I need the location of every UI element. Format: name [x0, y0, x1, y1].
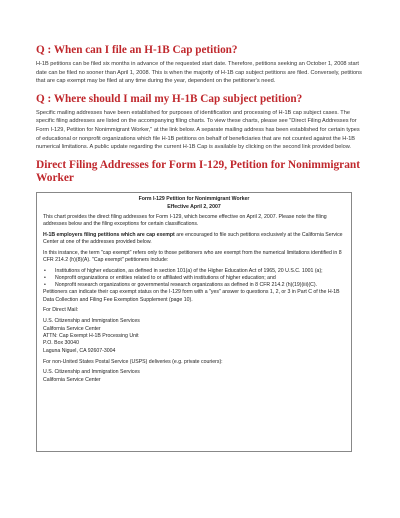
address-line: U.S. Citizenship and Immigration Services [43, 369, 140, 376]
cap-exempt-rest: are encouraged to file such petitions exclusively at the California Service Center at one of the addresses provided below. [43, 232, 343, 246]
list-item: • Institutions of higher education, as defined in section 101(a) of the Higher Education Act of 1965, 20 U.S.C. 1001 (a); [44, 267, 323, 274]
address-line: California Service Center [43, 325, 101, 332]
cap-exempt-indication: Petitioners can indicate their cap exempt status on the I-129 form with a "yes" answer to questions 1, 2, or 3 in Part C of the H-1B Data Collection and Filing Fee Exemption Supplement (page 10). [43, 289, 340, 303]
document-page [36, 44, 364, 452]
list-item: • Nonprofit organizations or entities related to or affiliated with institutions of higher education; and [44, 275, 276, 282]
address-line: ATTN: Cap Exempt H-1B Processing Unit [43, 332, 139, 339]
filing-address-chart [36, 192, 352, 452]
address-line: California Service Center [43, 376, 101, 383]
cap-exempt-list [43, 268, 345, 290]
section-title: Direct Filing Addresses for Form I-129, Petition for Nonimmigrant Worker [36, 158, 361, 185]
bullet-icon: • [44, 282, 46, 289]
bullet-icon: • [44, 275, 46, 282]
cap-exempt-definition: In this instance, the term "cap exempt" refers only to those petitioners who are exempt from the numerical limitations identified in 8 CFR 214.2 (h)(8)(A). "Cap exempt" petitioners include: [43, 249, 342, 264]
cap-exempt-bold: H-1B employers filing petitions which are cap exempt [43, 232, 175, 239]
list-item: • Nonprofit research organizations or governmental research organizations as defined in 8 CFR 214.2 (h)(19)(iii)(C). [44, 282, 318, 289]
direct-mail-label: For Direct Mail: [43, 307, 79, 314]
bullet-icon: • [44, 267, 46, 274]
question-1-heading: Q : When can I file an H-1B Cap petition? [36, 44, 238, 56]
chart-title: Form I-129 Petition for Nonimmigrant Worker [138, 195, 250, 202]
cap-exempt-paragraph [43, 232, 345, 246]
question-2-answer: Specific mailing addresses have been established for purposes of identification and processing of H-1B cap subject cases. The specific filing addresses are listed on the accompanying filing charts. To view these charts, please see "Direct Filing Addresses for Form I-129, Petition for Nonimmigrant Worker," at the link below. A separate mailing address has been established for certain types of educational or nonprofit organizations which file H-1B petitions on behalf of beneficiaries that are not counted against the H-1B numerical limitations. A public update regarding the current H-1B Cap is available by clicking on the second link provided below. [36, 109, 360, 151]
chart-effective-date: Effective April 2, 2007 [167, 203, 221, 210]
courier-address [43, 369, 345, 384]
question-2-heading: Q : Where should I mail my H-1B Cap subject petition? [36, 92, 303, 105]
question-1-answer: H-1B petitions can be filed six months in advance of the requested start date. Therefore, petitions seeking an October 1, 2008 start date can be filed no sooner than April 1, 2008. This is when the majority of H-1B cap subject petitions are filed. Conversely, petitions that are cap exempt may be filed at any time during the year, dependent on the petitioner's need. [36, 61, 362, 85]
direct-mail-address [43, 318, 345, 355]
address-line: P.O. Box 30040 [43, 340, 79, 347]
address-line: Laguna Niguel, CA 92607-3004 [43, 347, 116, 354]
address-line: U.S. Citizenship and Immigration Services [43, 318, 140, 325]
chart-intro: This chart provides the direct filing addresses for Form I-129, which become effective on April 2, 2007. Please note the filing addresses below and the filing exceptions for certain classifications. [43, 214, 327, 228]
courier-label: For non-United States Postal Service (USPS) deliveries (e.g. private couriers): [43, 358, 223, 365]
